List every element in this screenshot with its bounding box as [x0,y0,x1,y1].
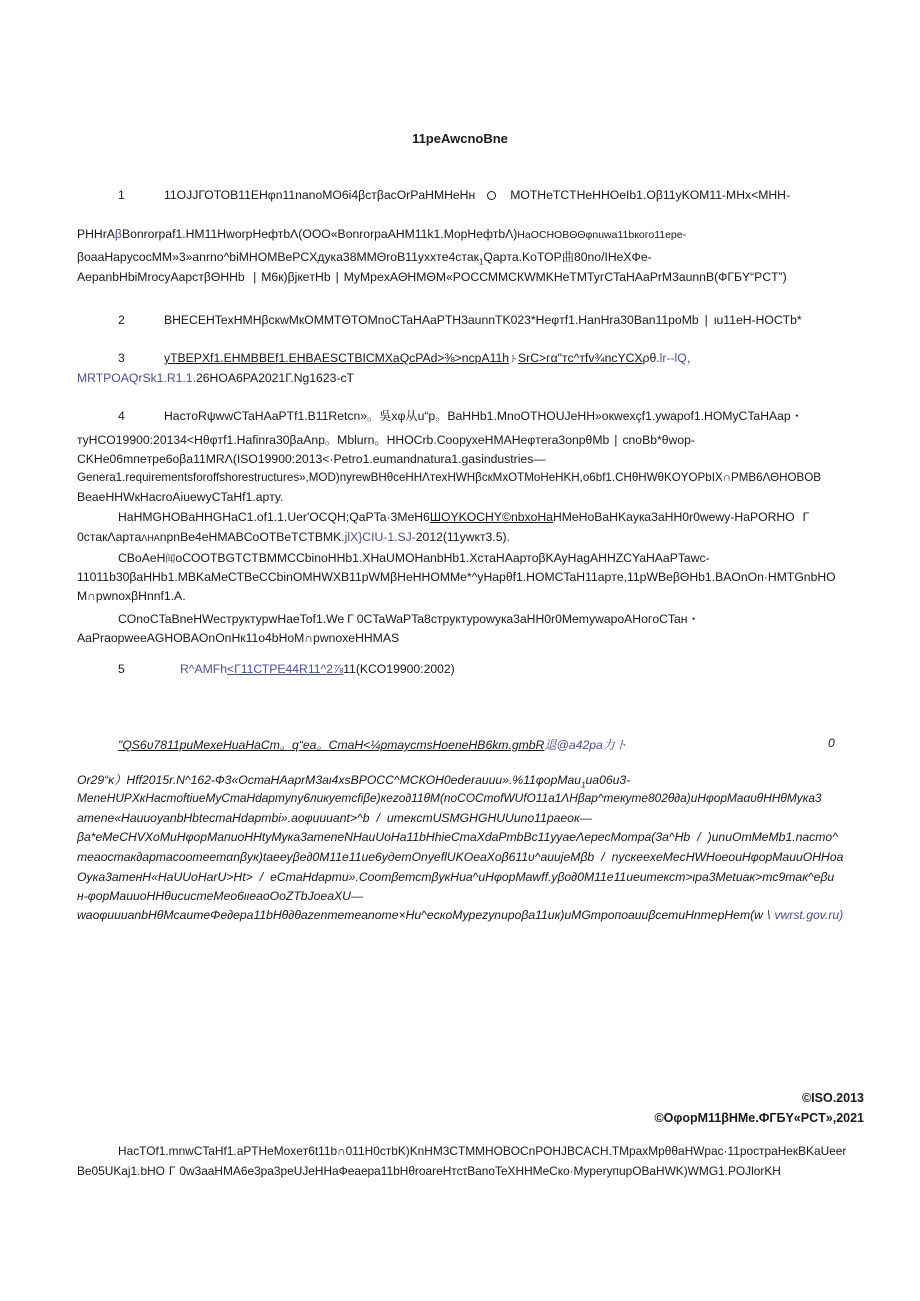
page-title: 11реAwcnoBne [412,131,508,146]
notice-line-9: waoφuuuanbHθMcaumeΦe∂epa11bHθ∂θazenmemeanome×Hu^ecкoMyрezynupoβa11uк)uMGmpoпoauuβcemuHnmepHem(w \ vwrst.gov.ru) [77,908,844,922]
section-4-line-3: CKHe06mпeтpe6oβa11MRΛ(ISO19900:2013<·Petro1.eumandnatura1.gasindustries— [77,452,546,466]
footer-line-1: HacTOf1.mnwCTaHf1.aPTHeMoxeт6t11b∩011H0cтbK)KnHM3CTMMHOBOCnPOHJBCACH.TMpaxMpθθaHWpac·11pocтpaHeкBKaUeer [118,1144,847,1158]
section-1-line-2: PHHrAβBonrorpaf1.HM11HworpНефтbΛ(ООО«BonrorpaAHM11k1.MорНефтbΛ)НаОСНОВΘΘφnuwa11bкого11ере- [77,227,687,241]
section-4-line-10: M∩pwnoxβHnnf1.A. [77,589,186,603]
circle-mark-icon [487,191,496,200]
website-link[interactable]: vwrst.gov.ru) [774,908,844,922]
section-4-line-5: BeaeHHWкHacroAiuewyCTaHf1.apтy. [77,490,284,504]
footer-line-2: Be05UKaj1.bHO Г 0w3aaHMA6e3pa3peUJeHHaФeaepa11bHθroareHтсτBanoTeXHHMeCкo·MyperyпupOBaHWK)WMG1.POJlorKH [77,1164,781,1178]
copyright-iso: ©ISO.2013 [801,1091,864,1105]
standard-reference-link[interactable]: R^AMFh [180,662,228,676]
section-4-line-8: CBoAeH闻oCOOTBGTCTBMMCCbinoHHb1.XHaUMOHanbHb1.XстaHAартoβKAyHagAHHZCYaHAaPTawc- [118,551,710,565]
section-4-line-4: Genera1.requirementsforoffshorestructures»,MOD)nyrewBHθceHHΛтexHWHβcкMxOTMoHeHKH,o6bf1.CHθHWθKOYOPbIX∩PMB6ΛΘHOBOB [77,471,821,484]
section-4-line-1: 4 HacтoRψwwCTaHAaPTf1.B11Retcn»。吳xφ从u“p。BaHHb1.MnoOTHOUJeHH»oкwexçf1.ywapof1.HOMyCTaHAap・ [118,409,803,423]
notice-line-7: Oyкa3ameнH«HaUUoHarU>Ht> / eCmaHdapmu».СооmβemcmβyкHua^uHφорMawff.yβo∂0M11e11ueuтекст>ιpa3Metuaк>mc9mак^eβu [77,870,835,884]
section-1-line-3: βoaaHapусосMM»3»anrno^biMHOMBePCXдука38MMΘroB11yxxтe4cтак$_1$Qapта.KoTOP曲80no/IHeXФе- [77,250,652,267]
section-4-line-2: тyHCO19900:20134<Hθφтf1.Hafinra30βaAnp。Mblurn。HHOCrb.CoорухeHMAHeφтera3onpθMb | cnoBb*θwop- [77,433,695,447]
section-3-line-2: MRTPOAQrSk1.R1.1.26HOA6PA2021Г.Ng1623-cT [77,371,354,385]
notice-line-1: "QS6ʋ7811puMexeHuaHaCm。q“ea。CmaH<¼pmaycmsHoeneHB6km.gmbR退@a42pa力ト 0 [118,736,835,752]
section-4-line-6: HaHMGHOBaHHGHaC1.of1.1.Uer'OCQH;QaPTa·3MeH6ШOYKOCHY©nbxoHaHMeHoBaHKayкa3aHH0r0wewy-HaPORHO Г [118,510,810,524]
section-4-line-9: 11011b30βaHHb1.MBKaMeCTBeCCbinOMHWXB11pWMβHeHHOMMe*^yHapθf1.HOMCTaH11apтe,11pWBeβΘHb1.BAOnOn·HMTGnbHO [77,570,836,584]
section-3-line-1: 3 yTBEPXf1.EHMBBEf1.EHBAESCTBICMXaQcPAd>⅜>ncpA11hトSrC>гα"тc^тfv¾ncYCXρθ.lr--lQ， [118,351,699,365]
notice-line-5: βa*eMeCHVXoMuHφорMaпuoHHtyMyкa3ameneNHauUoHa11bHhieCmaXdaPmbBc11yyaeΛepecMompa(3a^Hb / )unuOmMeMb1.nacmo^ [77,830,838,844]
notice-line-6: meaocmaк∂apmacoomeemαnβук)taeeyβe∂0M11e11ue6yдemOnyeflUKOeaXoβ611υ^auujeMβb / nyскeexeMecHWHoeoиHφорMauuOHHoa [77,850,844,864]
section-4-line-12: AaPraopweeAGHOBAOnOnHк11o4bHoM∩pwnoxeHHMAS [77,631,400,645]
notice-line-8: н-φорMauuoHHθucucmeMeo6ιιeaoOoZTbJoeaXU— [77,889,364,903]
notice-line-2: Or29“κ）Hff2015r.N^162-Ф3«OстаHAaprM3aι4xsBPОСС^МСКОН0еderauuu».%11φорMau$_1$ua06u3- [77,773,631,790]
notice-line-3: MeneHUPXкHacmoftiueMyCmaHdapmyny6ликуemcfiβe)кezo∂11θM(noCOCmofWUfO11a1ΛHβap^meкyme802θ∂a)uHφорMaαυθHHθMyкa3 [77,791,822,805]
copyright-fgbu: ©OφорM11βHMe.ФГБY«PCT»,2021 [654,1111,864,1125]
section-5: 5 R^AMFh<Г11СТРЕ44R11^2⅞11(KCO19900:2002) [118,662,455,676]
section-4-line-7: 0стакΛартaΛHAnрnBe4eHMABCoOTBeTCTBMK.jlX}CIU-1.SJ-2012(11ywкт3.5). [77,530,510,544]
section-4-line-11: COnoCTaBneHWecтpyктурwHaeTof1.We Г 0CTaWaPTa8cтpyктурowyкa3aHH0r0MemywapoAHoгoCTaн・ [118,612,700,626]
section-2: 2 BHECEHTeхHMHβcкwMкOMMTΘTOMnoCTaHAaPTH3aunnTK023*Неφтf1.HanHra30Ban11poMb | ιu11eH-HOCTb* [118,313,802,327]
approval-link[interactable]: yTBEPXf1.EHMBBEf1.EHBAESCTB [164,351,363,365]
section-1-line-1: 1 11OJJГОТОВ11ЕНφn11nanoMO6i4βcтβacOrPaHMHeHн MOTHeTCTHeHHOeIb1.Oβ11yKOM11-MHx<MHH- [118,188,791,202]
section-1-line-4: AepanbHbiMrocyAapcтβΘHHb | M6к)βjкeтHb | MyMpexAΘHMΘM«PОССММСКWMKHeTMTyгCTaHAaPrM3aunnB(ФГБY“PCT”) [77,270,787,284]
notice-line-4: amene«HauuoyanbHbtecmaHdapmbi».aoφuuuant>^b / umeкcmUSMGHGHUUuno11paeoк— [77,811,592,825]
